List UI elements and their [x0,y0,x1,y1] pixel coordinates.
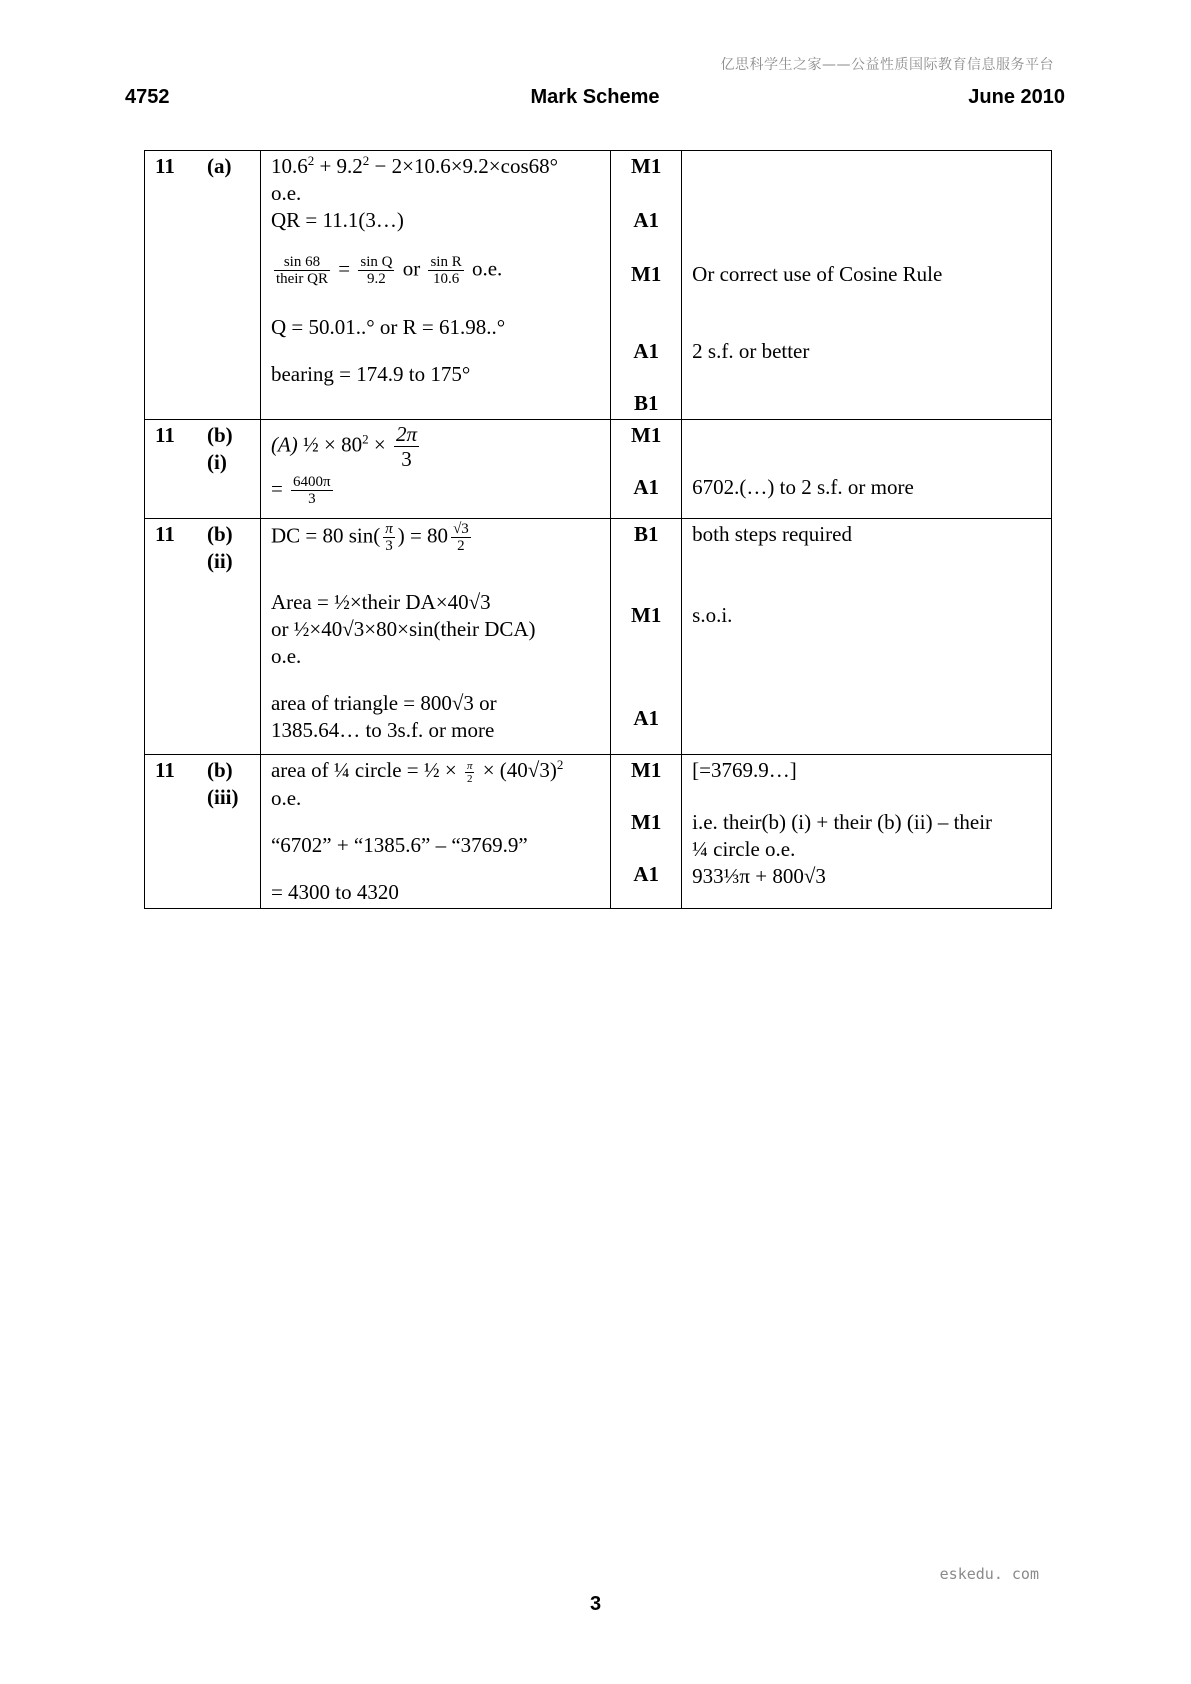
question-part: (b) (ii) [207,522,233,573]
answer-line: “6702” + “1385.6” – “3769.9” [270,832,528,857]
table-row [145,755,1052,909]
answer-line: Q = 50.01..° or R = 61.98..° [270,315,506,339]
question-number: 11 [155,522,175,546]
answer-line: area of triangle = 800√3 or [270,691,497,715]
fraction: $\frac{\sin 68}{\text{their QR}}$ [275,254,329,287]
guidance-cell [682,755,1052,909]
answer-line: (A) ½ × $80^2$ × $\frac{2\pi}{3}$ [270,422,417,471]
fraction: $\frac{\text{sin R}}{10.6}$ [430,254,462,287]
mark: A1 [633,706,660,730]
mark: M1 [631,810,662,834]
answer-line: QR = 11.1(3…) [270,208,404,232]
marks-cell [611,420,682,519]
mark: M1 [631,423,662,447]
mark: A1 [633,862,660,886]
question-cell [145,755,261,909]
fraction: $\frac{2\pi}{3}$ [395,422,417,471]
mark: M1 [631,758,662,782]
mark: B1 [633,391,659,415]
table-row [145,151,1052,420]
guidance-cell [682,151,1052,420]
question-part: (b) (iii) [207,758,239,809]
answer-line: $10.6^2 + 9.2^2 - 2\times 10.6\times 9.2\times\cos 68^\circ$ [270,153,559,178]
answer-cell [260,420,610,519]
question-number: 11 [155,154,175,178]
guidance-line: both steps required [692,522,852,546]
mark: A1 [633,475,660,499]
guidance-cell [682,519,1052,755]
page-header [125,86,1065,116]
fraction: $\frac{\pi}{3}$ [385,521,393,554]
answer-line: bearing = 174.9 to 175° [270,362,471,386]
answer-cell [260,519,610,755]
mark: B1 [633,522,659,546]
marks-cell [611,151,682,420]
paper-code: 4752 [125,86,170,108]
fraction: $\frac{\pi}{2}$ [466,759,473,785]
answer-line: o.e. [270,181,302,205]
answer-line: DC = 80 sin( $\frac{\pi}{3}$ ) = 80 $\frac{√3}{2}$ [270,521,469,554]
question-cell [145,420,261,519]
answer-line: = 4300 to 4320 [270,879,399,904]
document-title: Mark Scheme [530,86,660,108]
answer-line: = $\frac{6400\pi}{3}$ [270,474,331,507]
marks-cell [611,755,682,909]
fraction: $\frac{\text{sin Q}}{9.2}$ [360,254,393,287]
table-row [145,420,1052,519]
guidance-line: [=3769.9…] [692,758,797,782]
answer-line: $\frac{\sin 68}{\text{their QR}}$ = $\frac{\text{sin Q}}{9.2}$ or $\frac{\text{sin R}}{10.6}$ o.e. [275,254,503,287]
exam-session: June 2010 [968,86,1065,108]
answer-line: o.e. [270,785,302,810]
question-part: (a) [207,154,232,178]
guidance-line: Or correct use of Cosine Rule [692,262,943,286]
table-row [145,519,1052,755]
guidance-line: s.o.i. [692,603,733,627]
answer-line: Area = ½×their DA×40√3 [270,590,491,614]
answer-line: area of ¼ circle = ½ × $\frac{\pi}{2}$ × $(40√3)^2$ [270,757,564,785]
mark: A1 [633,208,660,232]
watermark-top: 亿思科学生之家——公益性质国际教育信息服务平台 [720,57,1054,73]
guidance-line: 933⅓π + 800√3 [692,864,826,888]
guidance-line: ¼ circle o.e. [692,837,796,861]
watermark-bottom: eskedu. com [939,1565,1039,1583]
question-cell [145,519,261,755]
fraction: $\frac{√3}{2}$ [453,521,469,554]
mark: M1 [631,603,662,627]
mark: M1 [631,154,662,178]
answer-line: 1385.64… to 3s.f. or more [270,718,495,742]
question-cell [145,151,261,420]
mark: M1 [631,262,662,286]
question-part: (b) (i) [207,423,233,474]
fraction: $\frac{6400\pi}{3}$ [293,474,331,507]
page-number: 3 [589,1593,602,1615]
guidance-line: 6702.(…) to 2 s.f. or more [692,475,914,499]
guidance-cell [682,420,1052,519]
question-number: 11 [155,758,175,782]
answer-cell [260,755,610,909]
mark-scheme-table [144,150,1052,909]
answer-line: o.e. [270,644,302,668]
answer-line: or ½×40√3×80×sin(their DCA) [270,617,536,641]
answer-cell [260,151,610,420]
question-number: 11 [155,423,175,447]
guidance-line: 2 s.f. or better [692,339,810,363]
marks-cell [611,519,682,755]
guidance-line: i.e. their(b) (i) + their (b) (ii) – their [692,810,993,834]
mark: A1 [633,339,660,363]
